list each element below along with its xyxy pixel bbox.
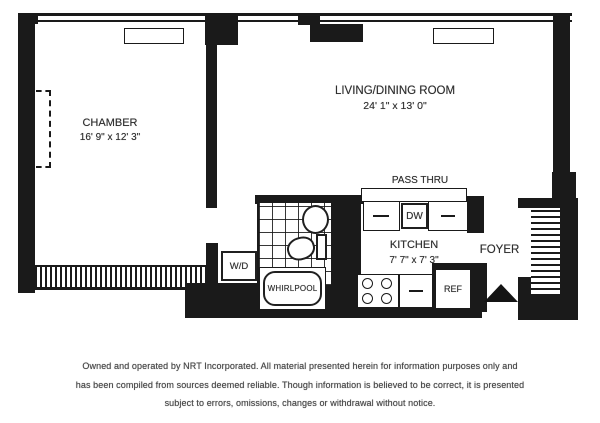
- stove-burner: [381, 293, 392, 304]
- chamber-radiator-hatch: [35, 265, 206, 290]
- dishwasher: [401, 203, 428, 229]
- stove-burner: [362, 293, 373, 304]
- washer-dryer-label: W/D: [229, 260, 249, 272]
- top-window-wall: [18, 13, 572, 22]
- kitchen-room-dims: 7' 7" x 7' 3": [389, 255, 439, 266]
- chamber-room-label: CHAMBER: [82, 117, 138, 129]
- sink-faucet-mark: [373, 215, 389, 217]
- foyer-room-label: FOYER: [479, 244, 520, 256]
- pass-thru-ledge: [361, 188, 467, 202]
- divider-wall-top-block: [205, 13, 238, 45]
- dishwasher-label: DW: [406, 210, 423, 222]
- kitchen-sink-counter: [363, 201, 400, 231]
- entrance-arrow-icon: [484, 284, 518, 302]
- kitchen-room-label: KITCHEN: [389, 239, 439, 251]
- stair-step-block: [518, 277, 531, 296]
- window-sill-chamber: [124, 28, 184, 44]
- stair-bottom-block: [518, 296, 578, 320]
- stair-top-block: [552, 172, 576, 199]
- bathroom-sink: [302, 205, 329, 234]
- counter-mark: [441, 215, 455, 217]
- top-wall-pier-left: [18, 13, 38, 24]
- living-dining-room-label: LIVING/DINING ROOM: [334, 85, 456, 97]
- stair-top-band: [518, 198, 578, 208]
- stove: [357, 274, 399, 308]
- stair-treads-hatch: [531, 208, 560, 296]
- pass-thru-label: PASS THRU: [391, 175, 449, 186]
- chamber-closet: [36, 90, 51, 168]
- disclaimer-line-1: Owned and operated by NRT Incorporated. All material presented herein for information purposes only and: [82, 361, 518, 371]
- counter-bottom: [399, 274, 433, 308]
- counter-mark: [409, 290, 423, 292]
- chamber-room-dims: 16' 9" x 12' 3": [79, 132, 141, 143]
- window-sill-living: [433, 28, 494, 44]
- washer-dryer: [221, 251, 257, 281]
- stove-burner: [381, 278, 392, 289]
- whirlpool-label: WHIRLPOOL: [267, 284, 318, 293]
- disclaimer-line-3: subject to errors, omissions, changes or withdrawal without notice.: [164, 398, 436, 408]
- ac-unit-filled: [310, 24, 363, 42]
- disclaimer-line-2: has been compiled from sources deemed reliable. Though information is believed to be correct, it is presented: [75, 380, 525, 390]
- refrigerator: [436, 270, 470, 308]
- kitchen-right-pier: [467, 196, 484, 233]
- whirlpool-tub: [263, 271, 322, 306]
- toilet-tank: [316, 234, 327, 260]
- counter-right-of-dw: [428, 201, 468, 231]
- stove-burner: [362, 278, 373, 289]
- living-dining-room-dims: 24' 1" x 13' 0": [363, 100, 427, 112]
- refrigerator-label: REF: [444, 284, 462, 294]
- left-exterior-wall: [18, 13, 35, 293]
- chamber-living-divider-wall: [206, 44, 217, 208]
